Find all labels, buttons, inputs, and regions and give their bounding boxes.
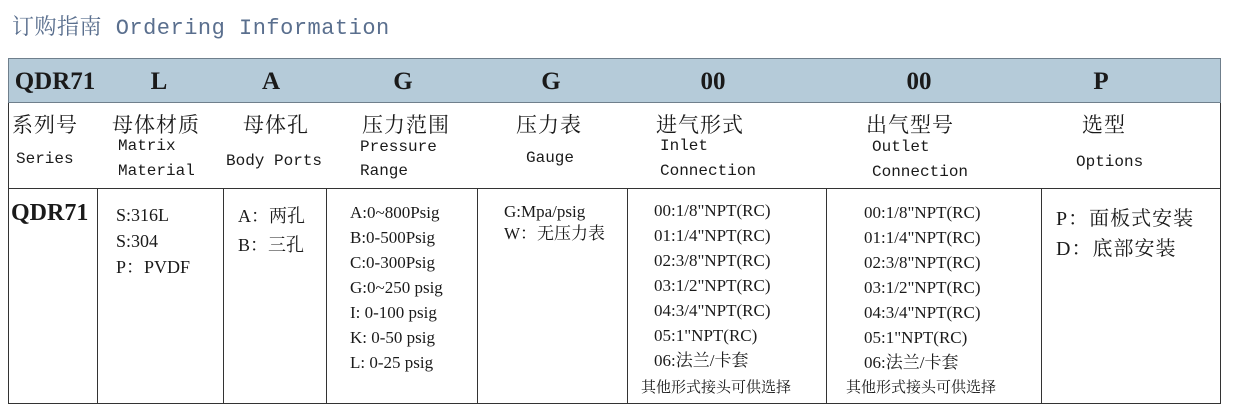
col-inlet-en-1: Inlet: [660, 137, 709, 155]
list-item: A:0~800Psig: [350, 203, 440, 222]
col-material-en-2: Material: [118, 162, 195, 180]
list-item: 01:1/4"NPT(RC): [654, 226, 771, 245]
outlet-note: 其他形式接头可供选择: [846, 380, 997, 396]
table-body: [8, 188, 1221, 404]
list-item: 00:1/8"NPT(RC): [654, 201, 771, 220]
header-code-pressure: G: [393, 68, 413, 95]
list-item: 05:1"NPT(RC): [654, 326, 758, 345]
col-pressure-zh: 压力范围: [362, 113, 450, 137]
list-item: W：无压力表: [504, 224, 606, 243]
outlet-list: [864, 200, 981, 375]
col-series-zh: 系列号: [12, 113, 78, 137]
list-item: K: 0-50 psig: [350, 328, 435, 347]
col-gauge-zh: 压力表: [516, 113, 582, 137]
list-item: G:Mpa/psig: [504, 202, 586, 221]
list-item: 01:1/4"NPT(RC): [864, 228, 981, 247]
series-value: QDR71: [11, 200, 89, 226]
list-item: 02:3/8"NPT(RC): [864, 253, 981, 272]
list-item: G:0~250 psig: [350, 278, 443, 297]
list-item: 05:1"NPT(RC): [864, 328, 968, 347]
header-code-gauge: G: [541, 68, 561, 95]
header-code-ports: A: [261, 68, 281, 95]
list-item: B:0-500Psig: [350, 228, 436, 247]
page-title: 订购指南 Ordering Information: [12, 16, 390, 41]
col-material-zh: 母体材质: [112, 113, 200, 137]
col-pressure-en-1: Pressure: [360, 138, 437, 156]
list-item: 04:3/4"NPT(RC): [864, 303, 981, 322]
code-header-row: [8, 58, 1221, 103]
gauge-list: [504, 201, 605, 245]
list-item: A：两孔: [238, 206, 305, 226]
col-options-en: Options: [1076, 153, 1144, 171]
list-item: P：面板式安装: [1056, 208, 1195, 230]
list-item: D：底部安装: [1056, 238, 1177, 260]
col-pressure-en-2: Range: [360, 162, 409, 180]
list-item: B：三孔: [238, 235, 305, 255]
col-ports-en: Body Ports: [226, 152, 323, 170]
list-item: 06:法兰/卡套: [864, 353, 959, 372]
material-list: [116, 202, 190, 280]
col-options-zh: 选型: [1082, 113, 1126, 137]
list-item: P：PVDF: [116, 257, 191, 277]
header-code-options: P: [1093, 68, 1109, 95]
col-gauge-en: Gauge: [526, 149, 575, 167]
list-item: L: 0-25 psig: [350, 353, 434, 372]
column-names-row: [8, 103, 1221, 188]
list-item: 00:1/8"NPT(RC): [864, 203, 981, 222]
inlet-note: 其他形式接头可供选择: [641, 380, 792, 396]
list-item: 04:3/4"NPT(RC): [654, 301, 771, 320]
list-item: 06:法兰/卡套: [654, 351, 749, 370]
list-item: S:316L: [116, 205, 170, 225]
ordering-table: [8, 58, 1222, 404]
col-inlet-en-2: Connection: [660, 162, 757, 180]
ports-list: [238, 202, 305, 260]
col-ports-zh: 母体孔: [243, 113, 309, 137]
list-item: 03:1/2"NPT(RC): [654, 276, 771, 295]
list-item: 03:1/2"NPT(RC): [864, 278, 981, 297]
header-code-outlet: 00: [906, 68, 932, 95]
options-list: [1056, 204, 1194, 264]
col-outlet-en-1: Outlet: [872, 138, 930, 156]
header-code-material: L: [150, 68, 168, 95]
list-item: C:0-300Psig: [350, 253, 436, 272]
list-item: I: 0-100 psig: [350, 303, 437, 322]
col-series-en: Series: [16, 150, 74, 168]
col-outlet-en-2: Connection: [872, 163, 969, 181]
inlet-list: [654, 198, 771, 373]
col-material-en-1: Matrix: [118, 137, 176, 155]
header-code-inlet: 00: [700, 68, 726, 95]
header-code-series: QDR71: [14, 68, 96, 95]
col-outlet-zh: 出气型号: [866, 113, 954, 137]
list-item: S:304: [116, 231, 159, 251]
col-inlet-zh: 进气形式: [656, 113, 744, 137]
pressure-list: [350, 200, 443, 375]
list-item: 02:3/8"NPT(RC): [654, 251, 771, 270]
